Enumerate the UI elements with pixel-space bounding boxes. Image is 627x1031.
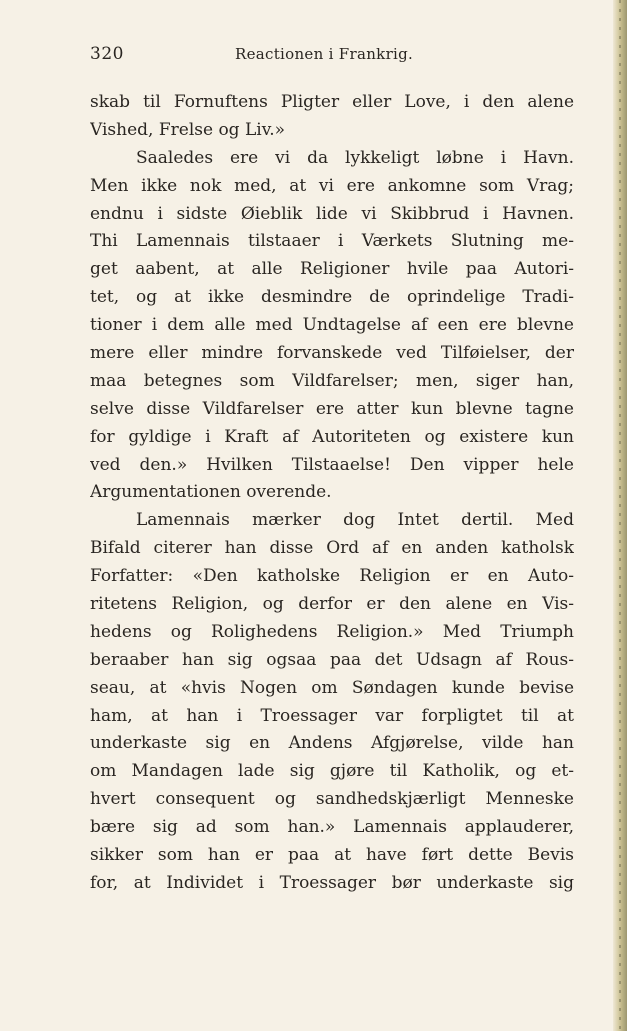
text-line: for, at Individet i Troessager bør underkaste sig <box>90 872 574 893</box>
text-line: Vished, Frelse og Liv.» <box>90 119 286 140</box>
text-line: Forfatter: «Den katholske Religion er en Auto- <box>90 566 574 587</box>
text-line: seau, at «hvis Nogen om Søndagen kunde bevise <box>90 677 574 698</box>
text-line: hvert consequent og sandhedskjærligt Menneske <box>90 789 574 810</box>
page-number: 320 <box>90 44 124 64</box>
running-title: Reactionen i Frankrig. <box>235 45 414 63</box>
text-line: selve disse Vildfarelser ere atter kun blevne tagne <box>90 398 574 419</box>
text-line: mere eller mindre forvanskede ved Tilføielser, der <box>90 343 574 364</box>
text-line: bære sig ad som han.» Lamennais applauderer, <box>90 817 574 838</box>
text-line: tioner i dem alle med Undtagelse af een ere blevne <box>90 315 574 336</box>
text-line: Thi Lamennais tilstaaer i Værkets Slutning me- <box>90 231 574 252</box>
text-line: om Mandagen lade sig gjøre til Katholik, og et- <box>90 761 574 782</box>
text-line: for gyldige i Kraft af Autoriteten og existere kun <box>90 426 574 447</box>
running-head <box>90 44 574 68</box>
body-text <box>90 89 574 898</box>
text-line: endnu i sidste Øieblik lide vi Skibbrud i Havnen. <box>90 203 574 224</box>
text-line: underkaste sig en Andens Afgjørelse, vilde han <box>90 733 574 754</box>
text-line: get aabent, at alle Religioner hvile paa Autori- <box>90 259 574 280</box>
text-line: tet, og at ikke desmindre de oprindelige Tradi- <box>90 287 574 308</box>
text-line: skab til Fornuftens Pligter eller Love, i den alene <box>90 92 574 112</box>
text-line: ved den.» Hvilken Tilstaaelse! Den vipper hele <box>90 454 574 475</box>
text-line: hedens og Rolighedens Religion.» Med Triumph <box>90 621 574 642</box>
text-line: Lamennais mærker dog Intet dertil. Med <box>136 510 574 531</box>
text-line: Argumentationen overende. <box>90 482 332 503</box>
text-line: Bifald citerer han disse Ord af en anden katholsk <box>90 538 574 559</box>
text-line: ritetens Religion, og derfor er den alene en Vis- <box>90 594 574 615</box>
text-line: Men ikke nok med, at vi ere ankomne som Vrag; <box>90 175 574 196</box>
text-line: Saaledes ere vi da lykkeligt løbne i Havn. <box>136 147 574 168</box>
text-line: beraaber han sig ogsaa paa det Udsagn af Rous- <box>90 649 574 670</box>
text-line: ham, at han i Troessager var forpligtet til at <box>90 705 574 726</box>
text-line: maa betegnes som Vildfarelser; men, siger han, <box>90 370 574 391</box>
text-line: sikker som han er paa at have ført dette Bevis <box>90 845 574 866</box>
page-edge <box>613 0 627 1031</box>
